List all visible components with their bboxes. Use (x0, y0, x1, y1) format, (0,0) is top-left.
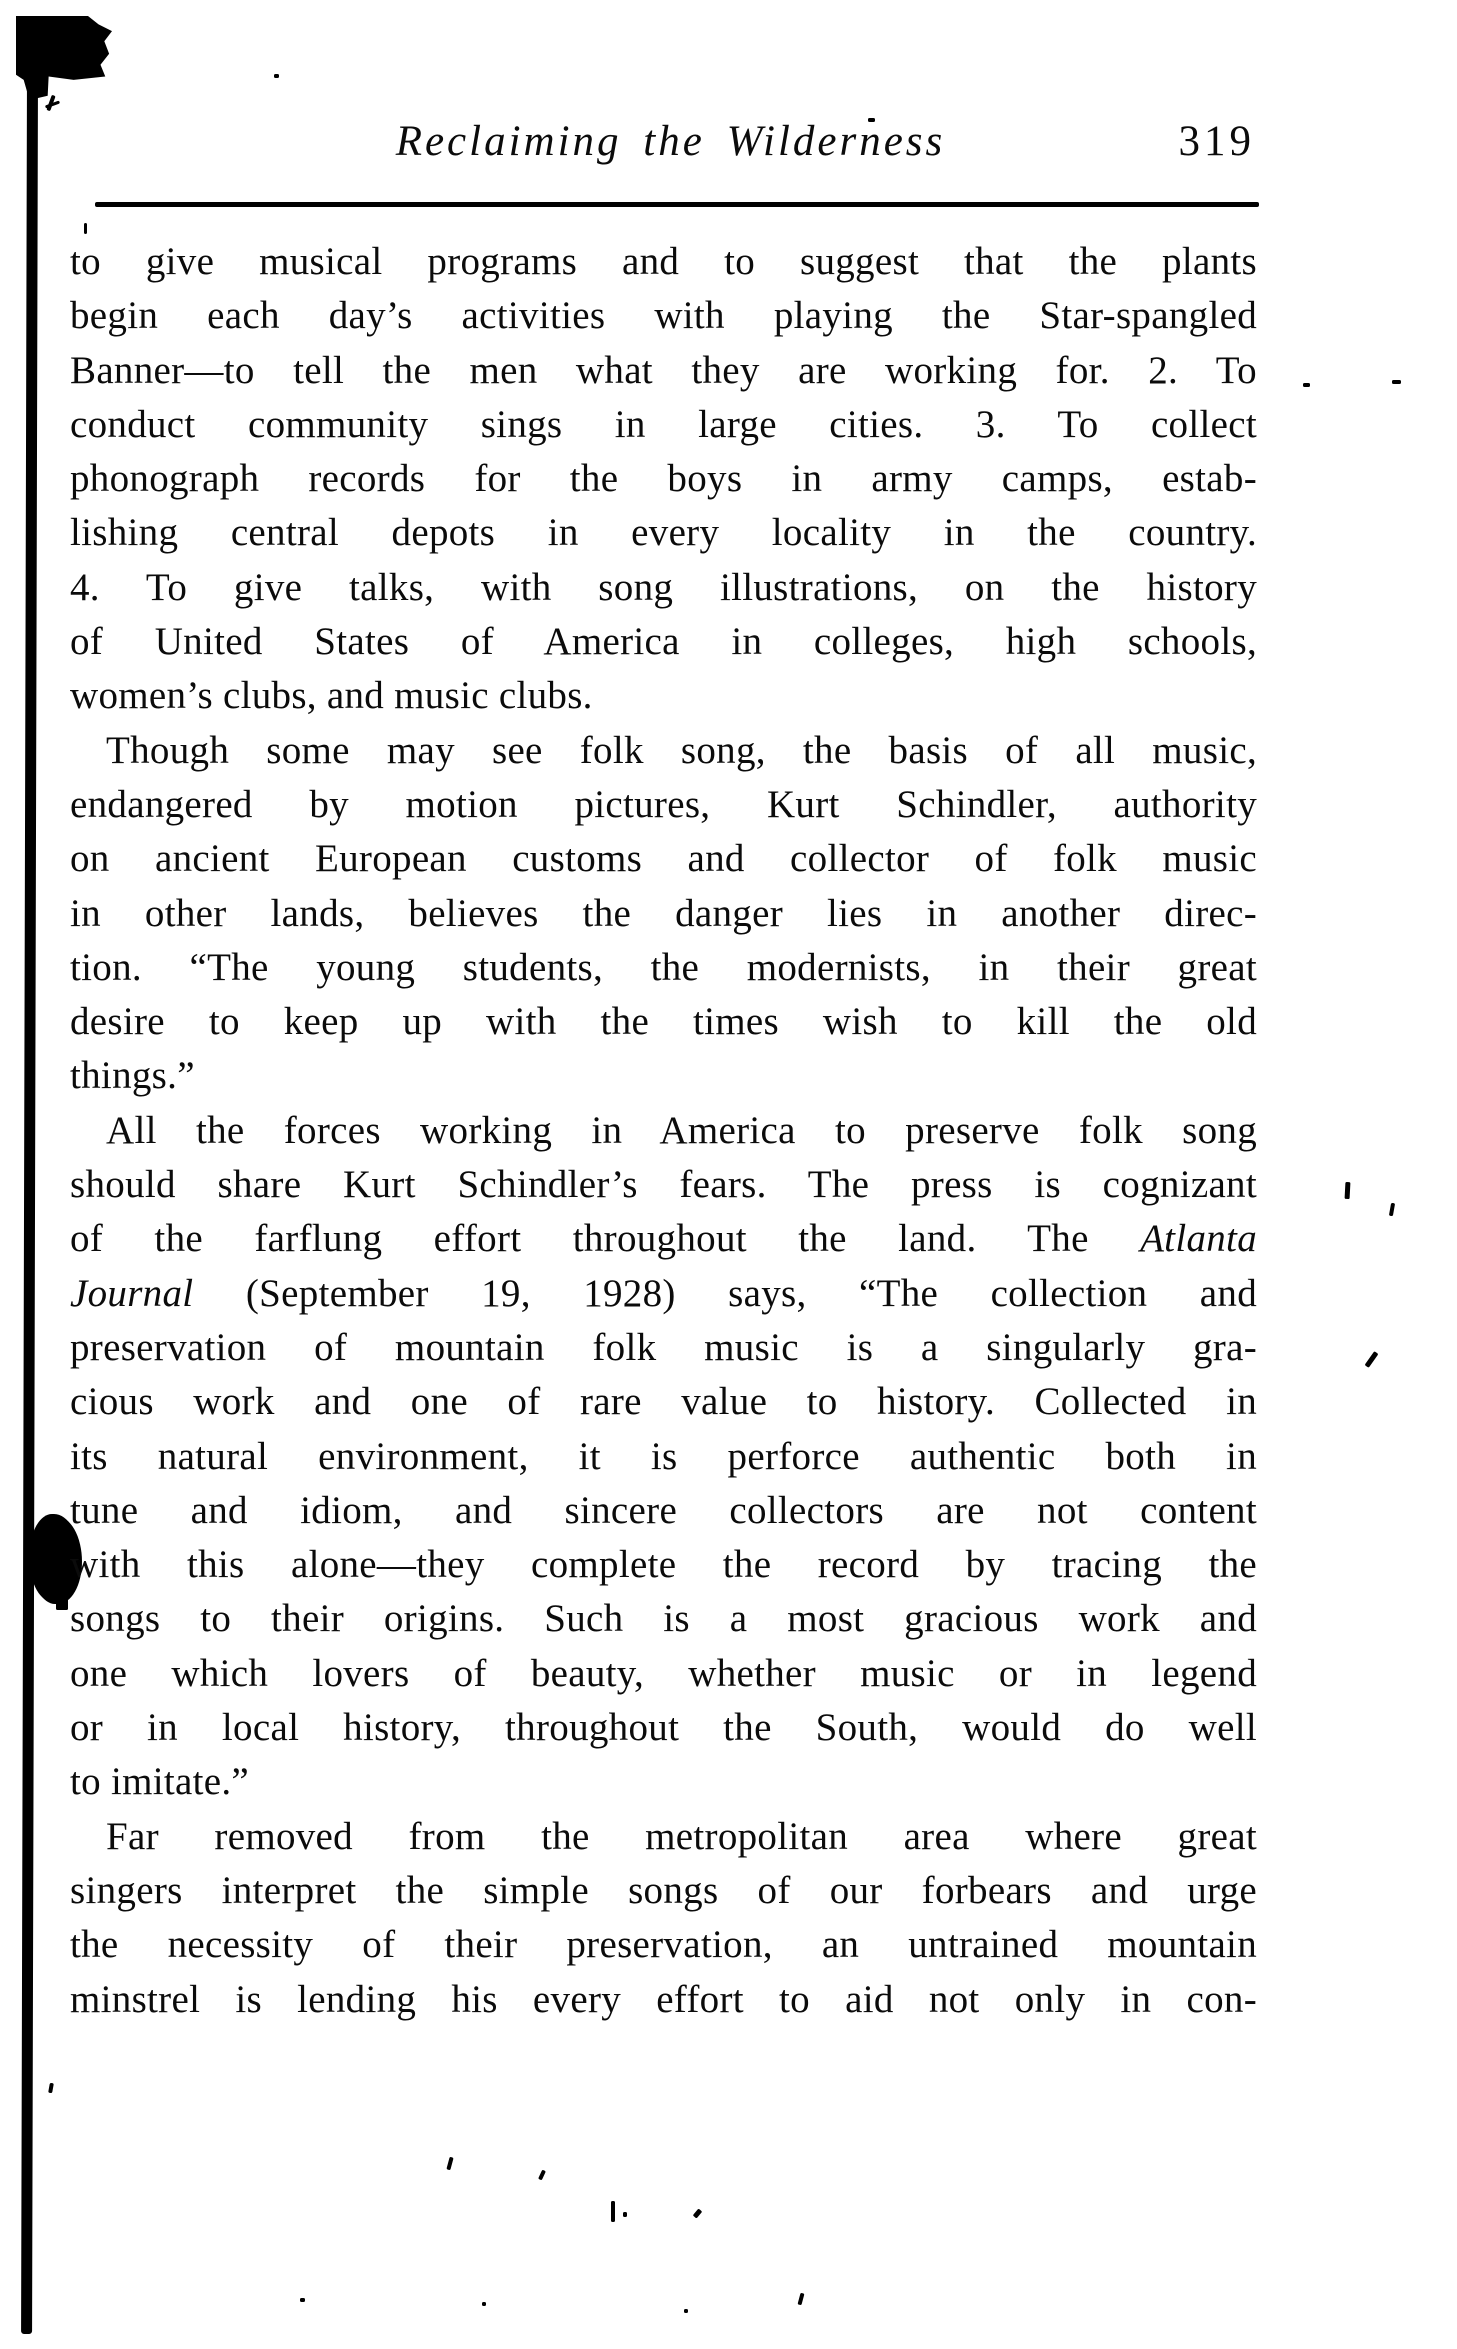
text-line: tion. “The young students, the modernists, in their great (70, 945, 1257, 989)
scan-speck (538, 2170, 546, 2181)
scan-speck (623, 2212, 627, 2217)
text-line: endangered by motion pictures, Kurt Schindler, authority (70, 782, 1257, 826)
text-line: in other lands, believes the danger lies in another direc- (70, 891, 1257, 935)
text-line: conduct community sings in large cities. 3. To collect (70, 402, 1257, 446)
text-line: All the forces working in America to preserve folk song (106, 1108, 1257, 1152)
text-line: on ancient European customs and collector of folk music (70, 837, 1257, 881)
text-line: women’s clubs, and music clubs. (70, 674, 593, 718)
text-line: its natural environment, it is perforce authentic both in (70, 1434, 1257, 1478)
text-line: things.” (70, 1054, 195, 1098)
text-line: singers interpret the simple songs of our forbears and urge (70, 1868, 1257, 1912)
header-rule (95, 202, 1259, 207)
page-number: 319 (1178, 118, 1255, 165)
text-line: songs to their origins. Such is a most gracious work and (70, 1597, 1257, 1641)
text-line: phonograph records for the boys in army camps, estab- (70, 457, 1257, 501)
scan-speck (693, 2208, 703, 2218)
text-line: tune and idiom, and sincere collectors are not content (70, 1488, 1257, 1532)
scan-speck (1365, 1351, 1379, 1368)
text-line: to imitate.” (70, 1760, 250, 1804)
text-line: desire to keep up with the times wish to kill the old (70, 1000, 1257, 1044)
scan-speck (84, 223, 87, 234)
scan-speck (482, 2302, 486, 2306)
scan-speck (48, 2083, 54, 2094)
scan-speck (45, 101, 60, 109)
text-line: of United States of America in colleges, high schools, (70, 620, 1257, 664)
text-line: one which lovers of beauty, whether music or in legend (70, 1651, 1257, 1695)
text-line: 4. To give talks, with song illustrations, on the history (70, 565, 1257, 609)
text-line: Though some may see folk song, the basis of all music, (106, 728, 1257, 772)
running-header (70, 118, 1257, 166)
text-line: to give musical programs and to suggest that the plants (70, 240, 1257, 283)
text-line: Banner—to tell the men what they are working for. 2. To (70, 348, 1257, 392)
text-line: with this alone—they complete the record by tracing the (70, 1543, 1257, 1587)
text-line: minstrel is lending his every effort to aid not only in con- (70, 1977, 1257, 2021)
scan-speck (1389, 1203, 1395, 1216)
text-line: Journal (September 19, 1928) says, “The collection and (70, 1271, 1257, 1315)
scan-speck (1392, 380, 1401, 384)
scan-speck (56, 1598, 68, 1610)
page-text (70, 235, 1257, 2027)
scan-speck (798, 2293, 805, 2306)
scan-speck (1303, 383, 1310, 387)
text-line: or in local history, throughout the South, would do well (70, 1706, 1257, 1750)
text-line: Far removed from the metropolitan area where great (106, 1814, 1257, 1858)
scan-speck (611, 2201, 615, 2222)
text-line: lishing central depots in every locality in the country. (70, 511, 1257, 555)
scan-speck (446, 2157, 453, 2171)
running-header-title: Reclaiming the Wilderness (395, 118, 946, 165)
text-line: begin each day’s activities with playing the Star-spangled (70, 294, 1257, 338)
text-line: of the farflung effort throughout the land. The Atlanta (70, 1217, 1257, 1261)
text-line: cious work and one of rare value to history. Collected in (70, 1380, 1257, 1424)
scan-speck (300, 2298, 305, 2302)
text-line: should share Kurt Schindler’s fears. The press is cognizant (70, 1163, 1257, 1207)
scan-speck (1345, 1182, 1351, 1199)
text-line: the necessity of their preservation, an untrained mountain (70, 1923, 1257, 1967)
binding-edge-bar (21, 68, 38, 2334)
scan-speck (684, 2309, 688, 2313)
text-line: preservation of mountain folk music is a singularly gra- (70, 1325, 1257, 1369)
scan-speck (274, 74, 279, 78)
